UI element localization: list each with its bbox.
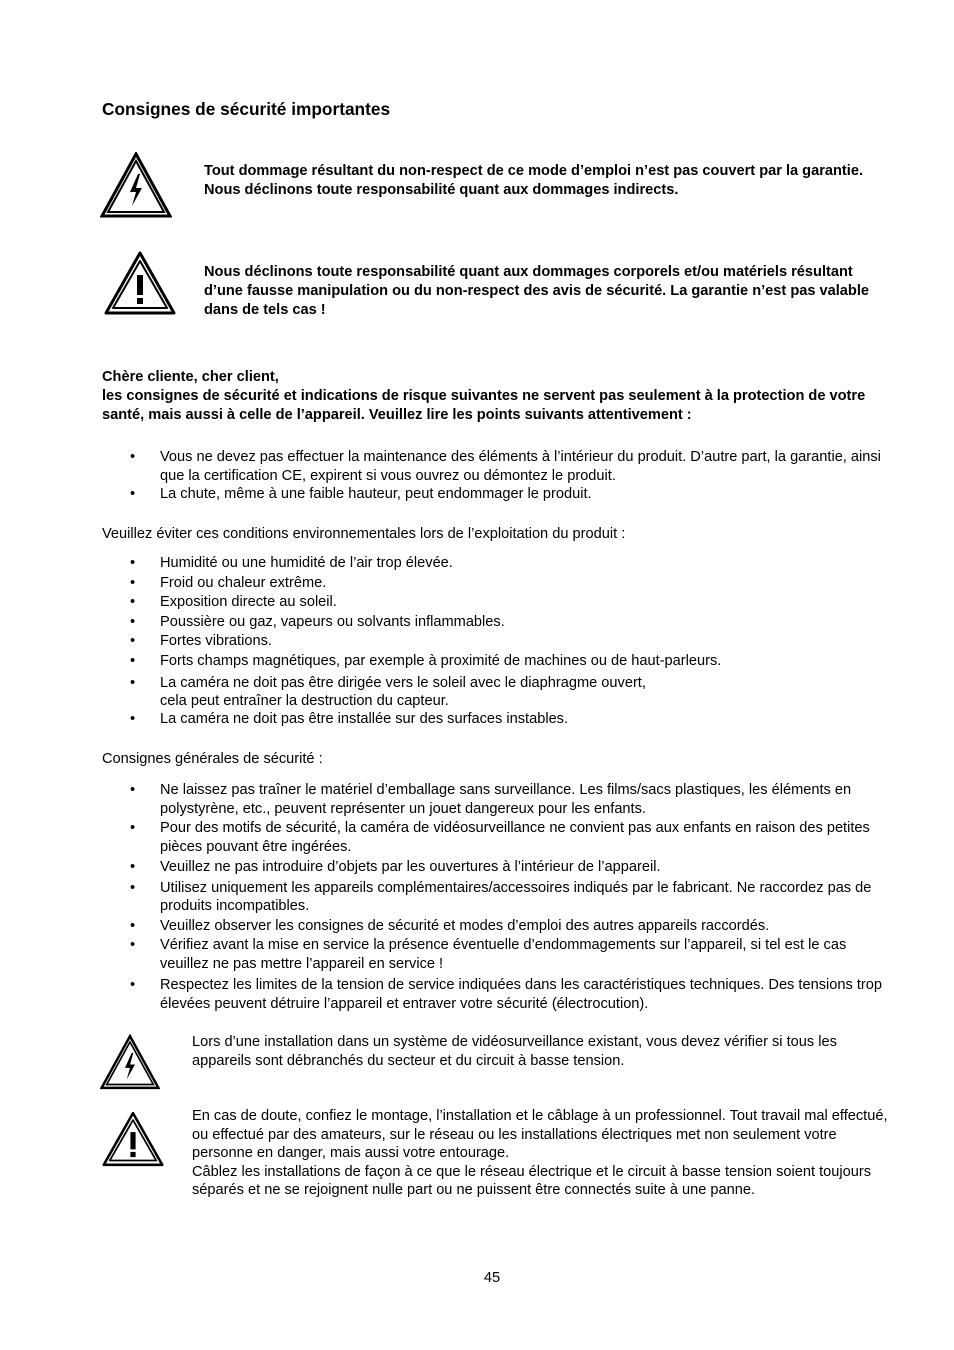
- electric-hazard-icon: [100, 152, 172, 218]
- page-title: Consignes de sécurité importantes: [102, 99, 391, 119]
- list-item: • Veuillez ne pas introduire d’objets par les ouvertures à l’intérieur de l’appareil.: [130, 859, 661, 875]
- list-item: • Vérifiez avant la mise en service la présence éventuelle d’endommagements sur l’appareil, si tel est le cas veuillez ne pas mettre l’appareil en service !: [130, 937, 847, 972]
- list-item: • La caméra ne doit pas être installée sur des surfaces instables.: [130, 711, 569, 727]
- note-text-2: En cas de doute, confiez le montage, l’installation et le câblage à un professionnel. Tout travail mal effectué, ou effectué par des amateurs, sur le réseau ou les installations électriques met non seulement votre personne en danger, mais aussi votre entourage.: [192, 1108, 888, 1162]
- environment-heading: Veuillez éviter ces conditions environnementales lors de l’exploitation du produit :: [102, 526, 626, 542]
- intro-text: les consignes de sécurité et indications de risque suivantes ne servent pas seulement à la protection de votre santé, mais aussi à celle de l’appareil. Veuillez lire les points suivants attentivement :: [102, 388, 866, 423]
- list-item: • Exposition directe au soleil.: [130, 594, 337, 610]
- warning-text-1: Tout dommage résultant du non-respect de ce mode d’emploi n’est pas couvert par la garantie. Nous déclinons toute responsabilité quant aux dommages indirects.: [204, 163, 864, 198]
- list-item: • Poussière ou gaz, vapeurs ou solvants inflammables.: [130, 613, 505, 630]
- note-text-3: Câblez les installations de façon à ce que le réseau électrique et le circuit à basse tension soient toujours séparés et ne se rejoignent nulle part ou ne puissent être connectés suite à une panne.: [192, 1163, 872, 1199]
- exclamation-warning-icon: [102, 1110, 164, 1168]
- list-item: • Humidité ou une humidité de l’air trop élevée.: [130, 555, 453, 571]
- note-text-1: Lors d’une installation dans un système de vidéosurveillance existant, vous devez vérifier si tous les appareils sont débranchés du secteur et du circuit à basse tension.: [192, 1034, 837, 1069]
- intro-greeting: Chère cliente, cher client,: [102, 369, 279, 385]
- list-item: • Ne laissez pas traîner le matériel d’emballage sans surveillance. Les films/sacs plastiques, les éléments en polystyrène, etc., peuvent représenter un jouet dangereux pour les enfants.: [130, 782, 852, 817]
- list-item: • Vous ne devez pas effectuer la maintenance des éléments à l’intérieur du produit. D’autre part, la garantie, ainsi que la certification CE, expirent si vous ouvrez ou démontez le produit.: [130, 449, 881, 484]
- warning-text-2: Nous déclinons toute responsabilité quant aux dommages corporels et/ou matériels résultant d’une fausse manipulation ou du non-respect des avis de sécurité. La garantie n’est pas valable dans de tels cas !: [204, 264, 870, 318]
- exclamation-warning-icon: [104, 250, 176, 316]
- list-item: • Froid ou chaleur extrême.: [130, 574, 327, 591]
- list-item: • Forts champs magnétiques, par exemple à proximité de machines ou de haut-parleurs.: [130, 652, 722, 669]
- note-block-2: [192, 1107, 892, 1200]
- intro-block: [102, 368, 892, 425]
- electric-hazard-icon: [100, 1034, 160, 1090]
- list-item: • Utilisez uniquement les appareils complémentaires/accessoires indiqués par le fabricant. Ne raccordez pas de produits incompatibles.: [130, 879, 872, 914]
- page-number: 45: [483, 1270, 501, 1286]
- general-safety-list: [102, 781, 892, 1013]
- environment-list: [102, 554, 892, 729]
- general-heading: Consignes générales de sécurité :: [102, 751, 323, 767]
- maintenance-list: [102, 448, 892, 504]
- list-item: • Pour des motifs de sécurité, la caméra de vidéosurveillance ne convient pas aux enfants en raison des petites pièces pouvant être ingérées.: [130, 820, 870, 855]
- list-item: • Veuillez observer les consignes de sécurité et modes d’emploi des autres appareils raccordés.: [130, 917, 770, 934]
- list-item: • Respectez les limites de la tension de service indiquées dans les caractéristiques techniques. Des tensions trop élevées peuvent détruire l’appareil et entraver votre sécurité (électrocution).: [130, 977, 882, 1012]
- list-item: • La chute, même à une faible hauteur, peut endommager le produit.: [130, 486, 592, 502]
- list-item: • Fortes vibrations.: [130, 633, 272, 649]
- list-item: • La caméra ne doit pas être dirigée vers le soleil avec le diaphragme ouvert, cela peut entraîner la destruction du capteur.: [130, 675, 646, 709]
